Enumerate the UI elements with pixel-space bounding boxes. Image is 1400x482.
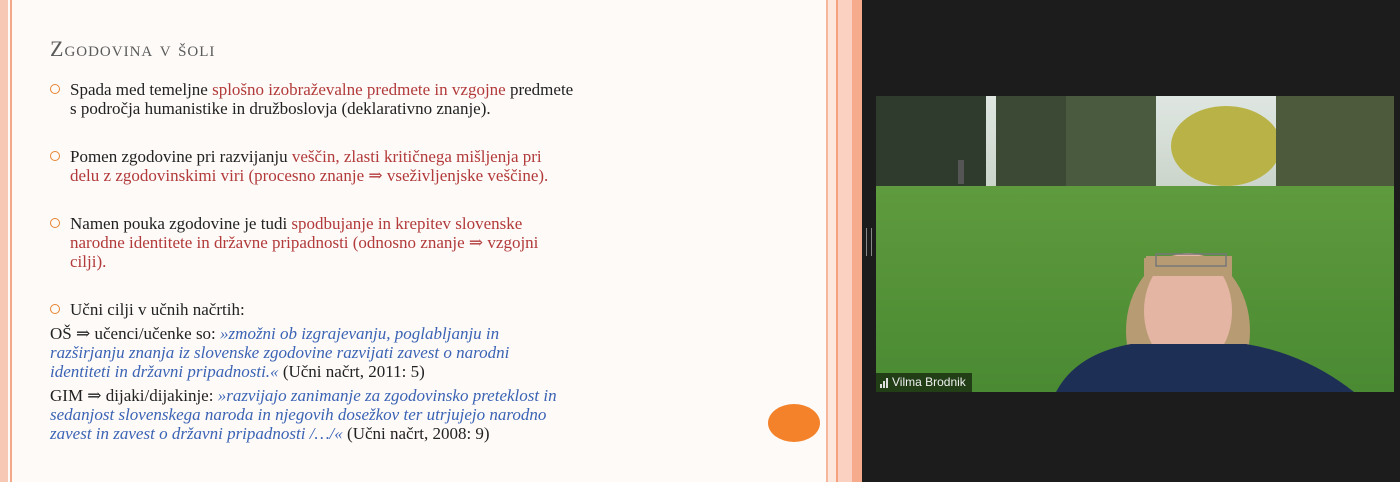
slide-left-border [0, 0, 8, 482]
gim-quote: sedanjost slovenskega naroda in njegovih dosežkov ter utrjujejo narodno [50, 405, 547, 424]
os-citation: (Učni načrt, 2011: 5) [278, 362, 425, 381]
bullet-highlight: narodne identitete in državne pripadnosti (odnosno znanje ⇒ vzgojni [70, 233, 539, 252]
video-frame-image [876, 96, 1394, 392]
os-prefix: OŠ ⇒ učenci/učenke so: [50, 324, 221, 343]
resize-handle-icon[interactable] [866, 228, 872, 256]
bullet-text: Učni cilji v učnih načrtih: [70, 300, 245, 319]
os-quote: identiteti in državni pripadnosti.« [50, 362, 279, 381]
gim-citation: (Učni načrt, 2008: 9) [342, 424, 490, 443]
bullet-highlight: delu z zgodovinskimi viri (procesno znanje ⇒ vseživljenjske veščine). [70, 166, 549, 185]
bullet-4 [50, 300, 750, 319]
bullet-2 [50, 147, 750, 185]
participant-video[interactable] [876, 96, 1394, 392]
os-quote: »zmožni ob izgrajevanju, poglabljanju in [220, 324, 500, 343]
bullet-circle-icon [50, 304, 60, 314]
gim-prefix: GIM ⇒ dijaki/dijakinje: [50, 386, 218, 405]
bullet-highlight: spodbujanje in krepitev slovenske [291, 214, 523, 233]
participant-name-tag [876, 373, 972, 392]
bullet-circle-icon [50, 218, 60, 228]
bullet-highlight: cilji). [70, 252, 107, 271]
bullet-text: s področja humanistike in družboslovja (deklarativno znanje). [70, 99, 491, 118]
participant-name: Vilma Brodnik [892, 375, 966, 389]
bullet-circle-icon [50, 84, 60, 94]
gim-paragraph [50, 386, 750, 443]
slide-title: Zgodovina v šoli [50, 36, 216, 61]
slide-left-border-line [10, 0, 12, 482]
bullet-highlight: splošno izobraževalne predmete in vzgojne [212, 80, 506, 99]
bullet-text: Pomen zgodovine pri razvijanju [70, 147, 292, 166]
bullet-highlight: veščin, zlasti kritičnega mišljenja pri [291, 147, 542, 166]
slide-right-decoration [822, 0, 862, 482]
os-paragraph [50, 324, 750, 381]
bullet-1 [50, 80, 750, 118]
bullet-3 [50, 214, 750, 271]
bullet-text: Namen pouka zgodovine je tudi [70, 214, 292, 233]
bullet-text: predmete [505, 80, 574, 99]
bullet-text: Spada med temeljne [70, 80, 213, 99]
gim-quote: zavest in zavest o državni pripadnosti /…/« [50, 424, 343, 443]
signal-bars-icon [880, 377, 888, 388]
gim-quote: »razvijajo zanimanje za zgodovinsko preteklost in [217, 386, 557, 405]
os-quote: razširjanju znanja iz slovenske zgodovine razvijati zavest o narodni [50, 343, 510, 362]
slide-decoration-circle [768, 404, 820, 442]
bullet-circle-icon [50, 151, 60, 161]
